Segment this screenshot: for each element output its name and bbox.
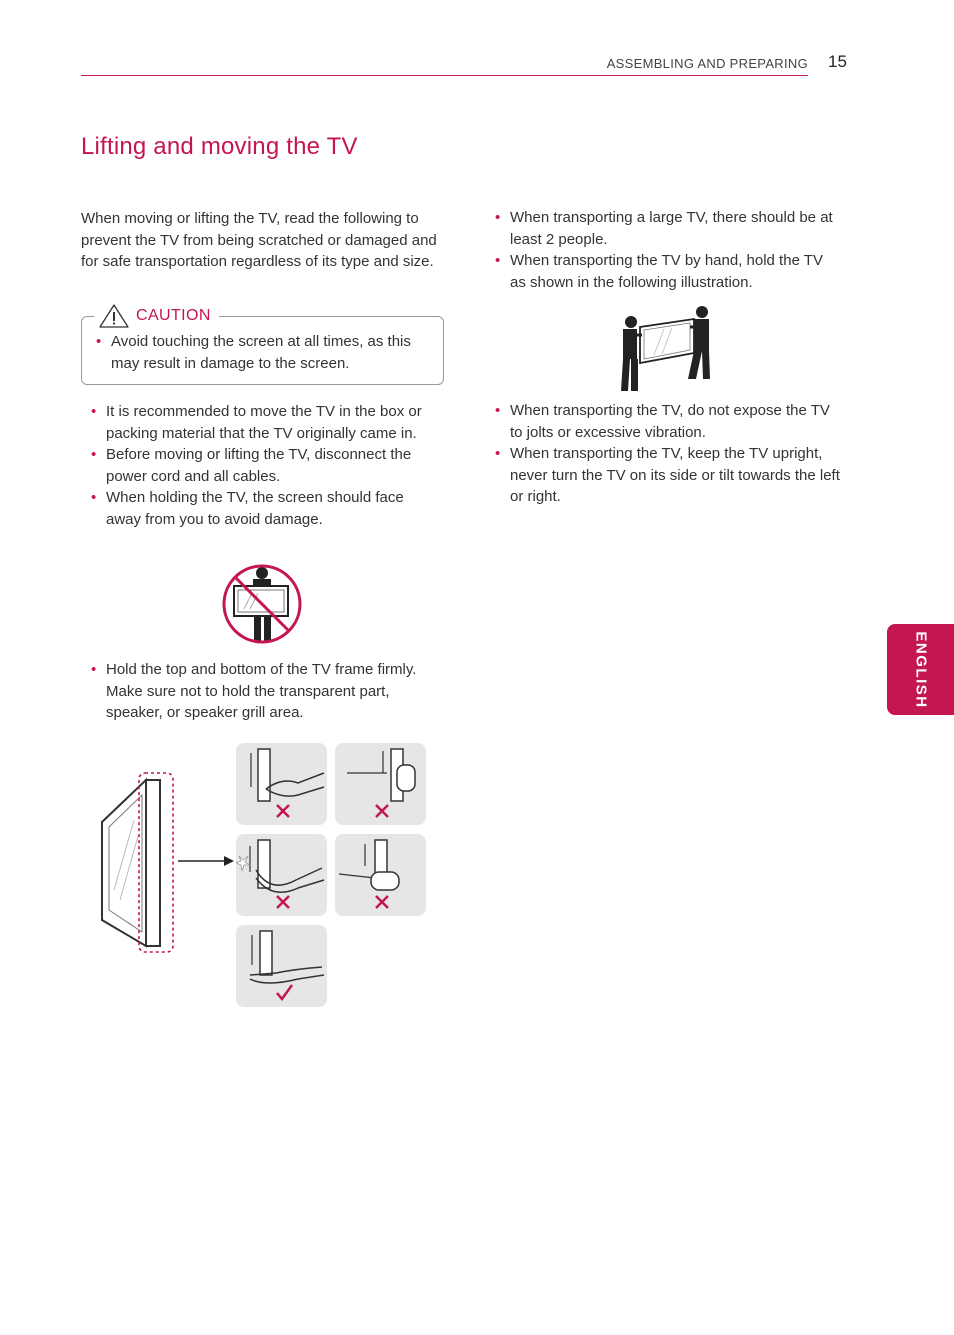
hold-tile-wrong-1 bbox=[236, 743, 327, 825]
cross-mark-icon bbox=[277, 896, 289, 908]
list-item bbox=[81, 659, 441, 724]
cross-mark-icon bbox=[376, 805, 388, 817]
do-not-face-screen-toward-you-illustration bbox=[220, 562, 304, 646]
bullet-dot-icon: • bbox=[495, 445, 501, 463]
two-people-carrying-tv-illustration bbox=[618, 305, 713, 393]
list-item-text: When transporting the TV, do not expose the TV to jolts or excessive vibration. bbox=[510, 402, 830, 441]
list-item-text: Hold the top and bottom of the TV frame firmly. Make sure not to hold the transparent part, speaker, or speaker grill area. bbox=[106, 661, 417, 722]
section-label: ASSEMBLING AND PREPARING bbox=[606, 56, 808, 71]
hold-tile-wrong-4 bbox=[335, 834, 426, 916]
list-item-text: It is recommended to move the TV in the box or packing material that the TV originally came in. bbox=[106, 403, 422, 442]
right-bullet-list-2 bbox=[485, 400, 840, 508]
list-item bbox=[81, 487, 441, 530]
list-item-text: When transporting the TV by hand, hold the TV as shown in the following illustration. bbox=[510, 252, 823, 291]
bullet-dot-icon: • bbox=[495, 252, 501, 270]
list-item-text: When holding the TV, the screen should face away from you to avoid damage. bbox=[106, 489, 404, 528]
list-item bbox=[485, 250, 835, 293]
list-item bbox=[485, 207, 835, 250]
hold-tile-wrong-2 bbox=[335, 743, 426, 825]
left-bullet-list-1 bbox=[81, 401, 441, 531]
bullet-dot-icon: • bbox=[91, 403, 97, 420]
check-mark-icon bbox=[277, 985, 292, 999]
cross-mark-icon bbox=[277, 805, 289, 817]
list-item-text: When transporting the TV, keep the TV upright, never turn the TV on its side or tilt towards the left or right. bbox=[510, 445, 840, 506]
right-bullet-list-1 bbox=[485, 207, 835, 293]
bullet-dot-icon: • bbox=[91, 661, 97, 678]
bullet-dot-icon: • bbox=[91, 489, 97, 507]
cross-mark-icon bbox=[376, 896, 388, 908]
intro-paragraph: When moving or lifting the TV, read the following to prevent the TV from being scratched or damaged and for safe transportation regardless of its type and size. bbox=[81, 210, 437, 271]
list-item-text: When transporting a large TV, there should be at least 2 people. bbox=[510, 209, 833, 248]
list-item bbox=[81, 401, 441, 444]
language-side-tab-label: ENGLISH bbox=[912, 630, 929, 709]
bullet-dot-icon: • bbox=[495, 402, 501, 419]
caution-label: CAUTION bbox=[136, 307, 211, 324]
bullet-dot-icon: • bbox=[96, 333, 102, 350]
bullet-dot-icon: • bbox=[91, 446, 97, 464]
list-item bbox=[485, 400, 840, 443]
language-side-tab bbox=[887, 624, 954, 715]
list-item-text: Avoid touching the screen at all times, as this may result in damage to the screen. bbox=[111, 333, 411, 372]
warning-triangle-icon bbox=[98, 303, 130, 329]
hold-tile-correct bbox=[236, 925, 327, 1007]
list-item bbox=[485, 443, 840, 508]
list-item bbox=[81, 444, 441, 487]
list-item-text: Before moving or lifting the TV, disconnect the power cord and all cables. bbox=[106, 446, 412, 485]
page-number: 15 bbox=[828, 52, 847, 71]
header-rule bbox=[81, 75, 808, 76]
page-title: Lifting and moving the TV bbox=[81, 133, 358, 160]
caution-list bbox=[86, 331, 426, 374]
hold-tile-wrong-3 bbox=[236, 834, 327, 916]
tv-frame-side-illustration bbox=[98, 770, 238, 955]
left-bullet-list-2 bbox=[81, 659, 441, 724]
bullet-dot-icon: • bbox=[495, 209, 501, 226]
caution-heading bbox=[94, 303, 219, 329]
list-item bbox=[86, 331, 426, 374]
